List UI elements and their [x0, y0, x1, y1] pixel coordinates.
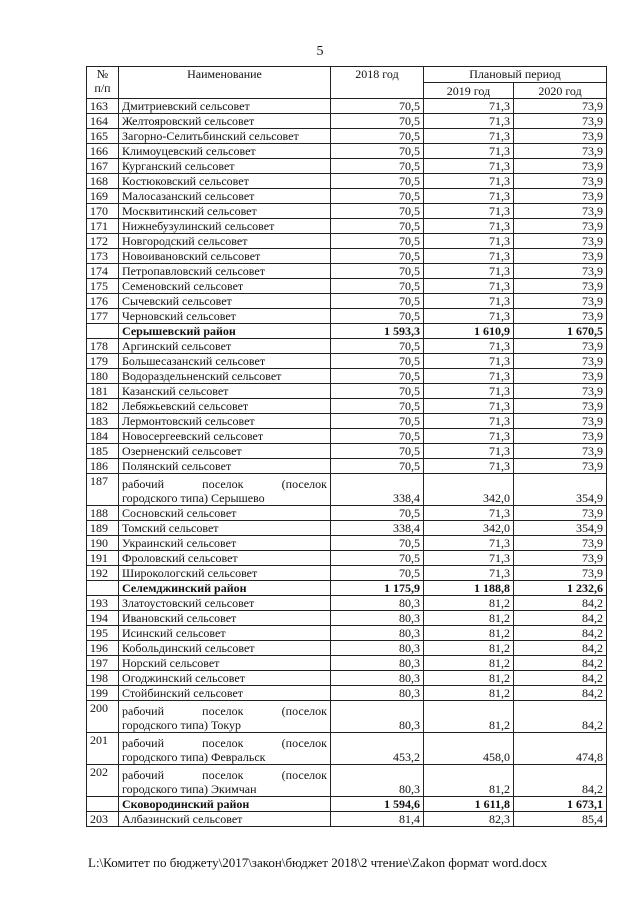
settlement-name — [119, 474, 331, 506]
value-2018: 80,3 — [331, 701, 424, 733]
value-2020: 354,9 — [514, 474, 607, 506]
table-row — [87, 129, 607, 144]
value-2018: 80,3 — [331, 596, 424, 611]
value-2019: 342,0 — [424, 474, 514, 506]
value-2018: 70,5 — [331, 429, 424, 444]
header-year-2020: 2020 год — [514, 83, 607, 99]
value-2019: 71,3 — [424, 506, 514, 521]
value-2019: 71,3 — [424, 354, 514, 369]
table-row — [87, 686, 607, 701]
value-2018: 70,5 — [331, 354, 424, 369]
district-name: Сковородинский район — [119, 797, 331, 812]
settlement-name — [119, 733, 331, 765]
value-2018: 70,5 — [331, 234, 424, 249]
table-row — [87, 369, 607, 384]
settlement-name-word: (поселок — [281, 768, 327, 782]
row-number: 179 — [87, 354, 119, 369]
row-number: 189 — [87, 521, 119, 536]
row-number: 178 — [87, 339, 119, 354]
settlement-name-word: поселок — [202, 477, 244, 491]
row-number — [87, 324, 119, 339]
row-number: 164 — [87, 114, 119, 129]
value-2018: 70,5 — [331, 566, 424, 581]
table-row — [87, 444, 607, 459]
settlement-name-line1 — [122, 736, 327, 750]
value-2020: 84,2 — [514, 671, 607, 686]
table-row — [87, 671, 607, 686]
settlement-name: Аргинский сельсовет — [119, 339, 331, 354]
row-number — [87, 797, 119, 812]
value-2019: 71,3 — [424, 174, 514, 189]
settlement-name: Черновский сельсовет — [119, 309, 331, 324]
value-2019: 71,3 — [424, 114, 514, 129]
value-2020: 73,9 — [514, 294, 607, 309]
row-number: 192 — [87, 566, 119, 581]
value-2019: 1 611,8 — [424, 797, 514, 812]
row-number: 177 — [87, 309, 119, 324]
value-2019: 71,3 — [424, 264, 514, 279]
value-2018: 70,5 — [331, 369, 424, 384]
settlement-name-word: рабочий — [122, 768, 164, 782]
value-2020: 1 232,6 — [514, 581, 607, 596]
value-2020: 73,9 — [514, 309, 607, 324]
value-2020: 73,9 — [514, 506, 607, 521]
header-number-line2: п/п — [94, 81, 111, 95]
settlement-name-line1 — [122, 477, 327, 491]
value-2018: 338,4 — [331, 474, 424, 506]
settlement-name: Томский сельсовет — [119, 521, 331, 536]
value-2018: 70,5 — [331, 279, 424, 294]
settlement-name: Желтояровский сельсовет — [119, 114, 331, 129]
table-row — [87, 309, 607, 324]
value-2019: 71,3 — [424, 444, 514, 459]
value-2018: 70,5 — [331, 536, 424, 551]
table-row — [87, 733, 607, 765]
row-number: 174 — [87, 264, 119, 279]
row-number: 183 — [87, 414, 119, 429]
value-2019: 71,3 — [424, 219, 514, 234]
value-2020: 73,9 — [514, 204, 607, 219]
settlement-name-line2: городского типа) Февральск — [122, 750, 266, 764]
value-2020: 73,9 — [514, 99, 607, 114]
table-row — [87, 521, 607, 536]
value-2020: 84,2 — [514, 701, 607, 733]
value-2018: 70,5 — [331, 294, 424, 309]
table-row — [87, 249, 607, 264]
settlement-name-word: поселок — [202, 736, 244, 750]
value-2020: 84,2 — [514, 626, 607, 641]
value-2018: 70,5 — [331, 414, 424, 429]
table-row — [87, 144, 607, 159]
row-number: 172 — [87, 234, 119, 249]
value-2020: 73,9 — [514, 264, 607, 279]
value-2019: 71,3 — [424, 536, 514, 551]
value-2019: 71,3 — [424, 459, 514, 474]
table-row — [87, 159, 607, 174]
value-2018: 80,3 — [331, 611, 424, 626]
table-row — [87, 551, 607, 566]
district-row — [87, 581, 607, 596]
settlement-name: Семеновский сельсовет — [119, 279, 331, 294]
table-row — [87, 234, 607, 249]
value-2020: 73,9 — [514, 129, 607, 144]
value-2020: 73,9 — [514, 339, 607, 354]
value-2020: 73,9 — [514, 189, 607, 204]
value-2020: 73,9 — [514, 399, 607, 414]
settlement-name-word: рабочий — [122, 477, 164, 491]
table-row — [87, 264, 607, 279]
value-2018: 70,5 — [331, 399, 424, 414]
value-2018: 1 175,9 — [331, 581, 424, 596]
value-2018: 70,5 — [331, 219, 424, 234]
value-2019: 342,0 — [424, 521, 514, 536]
settlement-name-word: (поселок — [281, 477, 327, 491]
header-name: Наименование — [119, 67, 331, 99]
value-2019: 71,3 — [424, 249, 514, 264]
row-number: 169 — [87, 189, 119, 204]
settlement-name: Москвитинский сельсовет — [119, 204, 331, 219]
value-2020: 73,9 — [514, 159, 607, 174]
table-row — [87, 204, 607, 219]
value-2019: 81,2 — [424, 641, 514, 656]
value-2019: 1 188,8 — [424, 581, 514, 596]
value-2020: 73,9 — [514, 249, 607, 264]
row-number: 185 — [87, 444, 119, 459]
budget-table — [86, 66, 607, 827]
row-number: 184 — [87, 429, 119, 444]
table-row — [87, 219, 607, 234]
value-2019: 1 610,9 — [424, 324, 514, 339]
settlement-name — [119, 765, 331, 797]
row-number: 168 — [87, 174, 119, 189]
row-number: 188 — [87, 506, 119, 521]
settlement-name: Новосергеевский сельсовет — [119, 429, 331, 444]
header-number — [87, 67, 119, 99]
row-number: 190 — [87, 536, 119, 551]
value-2018: 1 594,6 — [331, 797, 424, 812]
value-2018: 70,5 — [331, 129, 424, 144]
settlement-name-word: рабочий — [122, 704, 164, 718]
value-2020: 1 670,5 — [514, 324, 607, 339]
table-row — [87, 596, 607, 611]
value-2018: 80,3 — [331, 686, 424, 701]
value-2019: 71,3 — [424, 309, 514, 324]
value-2019: 71,3 — [424, 339, 514, 354]
value-2019: 71,3 — [424, 189, 514, 204]
value-2020: 73,9 — [514, 459, 607, 474]
row-number: 173 — [87, 249, 119, 264]
value-2019: 71,3 — [424, 414, 514, 429]
value-2018: 81,4 — [331, 812, 424, 827]
header-year-2019: 2019 год — [424, 83, 514, 99]
header-plan-period: Плановый период — [424, 67, 607, 83]
settlement-name: Костюковский сельсовет — [119, 174, 331, 189]
value-2018: 70,5 — [331, 144, 424, 159]
value-2018: 70,5 — [331, 99, 424, 114]
row-number: 170 — [87, 204, 119, 219]
value-2019: 71,3 — [424, 384, 514, 399]
settlement-name: Новоивановский сельсовет — [119, 249, 331, 264]
settlement-name: Исинский сельсовет — [119, 626, 331, 641]
settlement-name-word: (поселок — [281, 736, 327, 750]
value-2019: 71,3 — [424, 551, 514, 566]
row-number: 200 — [87, 701, 119, 733]
settlement-name: Стойбинский сельсовет — [119, 686, 331, 701]
value-2018: 70,5 — [331, 309, 424, 324]
value-2018: 70,5 — [331, 551, 424, 566]
row-number: 195 — [87, 626, 119, 641]
value-2020: 73,9 — [514, 174, 607, 189]
settlement-name: Малосазанский сельсовет — [119, 189, 331, 204]
value-2020: 354,9 — [514, 521, 607, 536]
value-2019: 71,3 — [424, 144, 514, 159]
value-2020: 84,2 — [514, 765, 607, 797]
row-number: 199 — [87, 686, 119, 701]
file-path-footer: L:\Комитет по бюджету\2017\закон\бюджет 2018\2 чтение\Zakon формат word.docx — [88, 855, 548, 870]
value-2018: 80,3 — [331, 626, 424, 641]
settlement-name: Златоустовский сельсовет — [119, 596, 331, 611]
row-number: 180 — [87, 369, 119, 384]
row-number: 175 — [87, 279, 119, 294]
value-2020: 73,9 — [514, 369, 607, 384]
settlement-name: Водораздельненский сельсовет — [119, 369, 331, 384]
value-2019: 458,0 — [424, 733, 514, 765]
settlement-name-word: (поселок — [281, 704, 327, 718]
district-row — [87, 797, 607, 812]
value-2020: 84,2 — [514, 641, 607, 656]
settlement-name: Нижнебузулинский сельсовет — [119, 219, 331, 234]
value-2018: 70,5 — [331, 459, 424, 474]
value-2018: 80,3 — [331, 671, 424, 686]
value-2019: 71,3 — [424, 294, 514, 309]
table-row — [87, 626, 607, 641]
settlement-name: Климоуцевский сельсовет — [119, 144, 331, 159]
value-2020: 84,2 — [514, 611, 607, 626]
table-row — [87, 399, 607, 414]
table-row — [87, 656, 607, 671]
settlement-name: Албазинский сельсовет — [119, 812, 331, 827]
row-number — [87, 581, 119, 596]
settlement-name: Новгородский сельсовет — [119, 234, 331, 249]
table-row — [87, 99, 607, 114]
header-year-2018: 2018 год — [331, 67, 424, 99]
value-2018: 70,5 — [331, 506, 424, 521]
table-row — [87, 765, 607, 797]
settlement-name-line1 — [122, 704, 327, 718]
settlement-name-word: поселок — [202, 704, 244, 718]
settlement-name: Полянский сельсовет — [119, 459, 331, 474]
row-number: 197 — [87, 656, 119, 671]
settlement-name: Фроловский сельсовет — [119, 551, 331, 566]
table-row — [87, 414, 607, 429]
value-2020: 73,9 — [514, 551, 607, 566]
table-row — [87, 566, 607, 581]
table-row — [87, 641, 607, 656]
value-2020: 73,9 — [514, 219, 607, 234]
value-2019: 71,3 — [424, 399, 514, 414]
value-2018: 80,3 — [331, 656, 424, 671]
value-2019: 81,2 — [424, 686, 514, 701]
settlement-name: Норский сельсовет — [119, 656, 331, 671]
row-number: 165 — [87, 129, 119, 144]
value-2020: 85,4 — [514, 812, 607, 827]
value-2020: 84,2 — [514, 686, 607, 701]
row-number: 176 — [87, 294, 119, 309]
row-number: 181 — [87, 384, 119, 399]
value-2019: 71,3 — [424, 129, 514, 144]
value-2020: 73,9 — [514, 414, 607, 429]
settlement-name: Лебяжьевский сельсовет — [119, 399, 331, 414]
table-row — [87, 279, 607, 294]
value-2018: 70,5 — [331, 174, 424, 189]
value-2018: 70,5 — [331, 264, 424, 279]
row-number: 193 — [87, 596, 119, 611]
value-2019: 71,3 — [424, 279, 514, 294]
row-number: 198 — [87, 671, 119, 686]
value-2018: 70,5 — [331, 189, 424, 204]
value-2018: 70,5 — [331, 384, 424, 399]
value-2019: 71,3 — [424, 99, 514, 114]
value-2019: 71,3 — [424, 234, 514, 249]
table-row — [87, 474, 607, 506]
value-2020: 1 673,1 — [514, 797, 607, 812]
table-row — [87, 611, 607, 626]
table-row — [87, 536, 607, 551]
table-row — [87, 384, 607, 399]
settlement-name: Курганский сельсовет — [119, 159, 331, 174]
value-2020: 73,9 — [514, 114, 607, 129]
settlement-name: Лермонтовский сельсовет — [119, 414, 331, 429]
row-number: 167 — [87, 159, 119, 174]
table-row — [87, 294, 607, 309]
value-2019: 81,2 — [424, 596, 514, 611]
value-2018: 70,5 — [331, 204, 424, 219]
settlement-name-line2: городского типа) Экимчан — [122, 782, 257, 796]
row-number: 166 — [87, 144, 119, 159]
table-row — [87, 429, 607, 444]
settlement-name — [119, 701, 331, 733]
table-row — [87, 114, 607, 129]
district-row — [87, 324, 607, 339]
row-number: 186 — [87, 459, 119, 474]
value-2019: 81,2 — [424, 701, 514, 733]
page-number: 5 — [316, 44, 324, 59]
table-row — [87, 189, 607, 204]
row-number: 194 — [87, 611, 119, 626]
settlement-name: Сычевский сельсовет — [119, 294, 331, 309]
value-2019: 71,3 — [424, 369, 514, 384]
value-2020: 73,9 — [514, 444, 607, 459]
district-name: Селемджинский район — [119, 581, 331, 596]
value-2018: 1 593,3 — [331, 324, 424, 339]
header-number-line1: № — [96, 67, 109, 81]
settlement-name: Казанский сельсовет — [119, 384, 331, 399]
row-number: 202 — [87, 765, 119, 797]
settlement-name: Ивановский сельсовет — [119, 611, 331, 626]
value-2019: 81,2 — [424, 765, 514, 797]
value-2020: 474,8 — [514, 733, 607, 765]
table-header-row — [87, 67, 607, 83]
row-number: 163 — [87, 99, 119, 114]
value-2020: 84,2 — [514, 596, 607, 611]
district-name: Серышевский район — [119, 324, 331, 339]
row-number: 196 — [87, 641, 119, 656]
value-2019: 81,2 — [424, 611, 514, 626]
value-2020: 73,9 — [514, 429, 607, 444]
row-number: 191 — [87, 551, 119, 566]
value-2018: 70,5 — [331, 114, 424, 129]
value-2019: 71,3 — [424, 566, 514, 581]
table-row — [87, 506, 607, 521]
value-2020: 73,9 — [514, 536, 607, 551]
settlement-name-line2: городского типа) Токур — [122, 718, 242, 732]
value-2019: 71,3 — [424, 204, 514, 219]
settlement-name-line1 — [122, 768, 327, 782]
value-2018: 80,3 — [331, 765, 424, 797]
value-2020: 73,9 — [514, 566, 607, 581]
value-2020: 84,2 — [514, 656, 607, 671]
value-2020: 73,9 — [514, 354, 607, 369]
value-2020: 73,9 — [514, 384, 607, 399]
table-row — [87, 459, 607, 474]
table-row — [87, 174, 607, 189]
settlement-name: Украинский сельсовет — [119, 536, 331, 551]
value-2019: 81,2 — [424, 671, 514, 686]
value-2019: 81,2 — [424, 656, 514, 671]
settlement-name: Петропавловский сельсовет — [119, 264, 331, 279]
table-row — [87, 339, 607, 354]
row-number: 203 — [87, 812, 119, 827]
row-number: 182 — [87, 399, 119, 414]
value-2018: 453,2 — [331, 733, 424, 765]
settlement-name: Загорно-Селитьбинский сельсовет — [119, 129, 331, 144]
settlement-name: Дмитриевский сельсовет — [119, 99, 331, 114]
row-number: 201 — [87, 733, 119, 765]
value-2018: 70,5 — [331, 339, 424, 354]
settlement-name-word: поселок — [202, 768, 244, 782]
value-2018: 80,3 — [331, 641, 424, 656]
value-2018: 70,5 — [331, 444, 424, 459]
table-row — [87, 701, 607, 733]
value-2018: 70,5 — [331, 159, 424, 174]
settlement-name: Кобольдинский сельсовет — [119, 641, 331, 656]
settlement-name-line2: городского типа) Серышево — [122, 491, 265, 505]
value-2020: 73,9 — [514, 279, 607, 294]
row-number: 187 — [87, 474, 119, 506]
settlement-name-word: рабочий — [122, 736, 164, 750]
value-2019: 81,2 — [424, 626, 514, 641]
settlement-name: Озерненский сельсовет — [119, 444, 331, 459]
value-2019: 71,3 — [424, 429, 514, 444]
settlement-name: Огоджинский сельсовет — [119, 671, 331, 686]
value-2018: 70,5 — [331, 249, 424, 264]
value-2019: 71,3 — [424, 159, 514, 174]
settlement-name: Большесазанский сельсовет — [119, 354, 331, 369]
settlement-name: Широкологский сельсовет — [119, 566, 331, 581]
row-number: 171 — [87, 219, 119, 234]
settlement-name: Сосновский сельсовет — [119, 506, 331, 521]
table-row — [87, 354, 607, 369]
value-2018: 338,4 — [331, 521, 424, 536]
table-row — [87, 812, 607, 827]
value-2020: 73,9 — [514, 144, 607, 159]
value-2019: 82,3 — [424, 812, 514, 827]
value-2020: 73,9 — [514, 234, 607, 249]
table-body — [87, 99, 607, 827]
